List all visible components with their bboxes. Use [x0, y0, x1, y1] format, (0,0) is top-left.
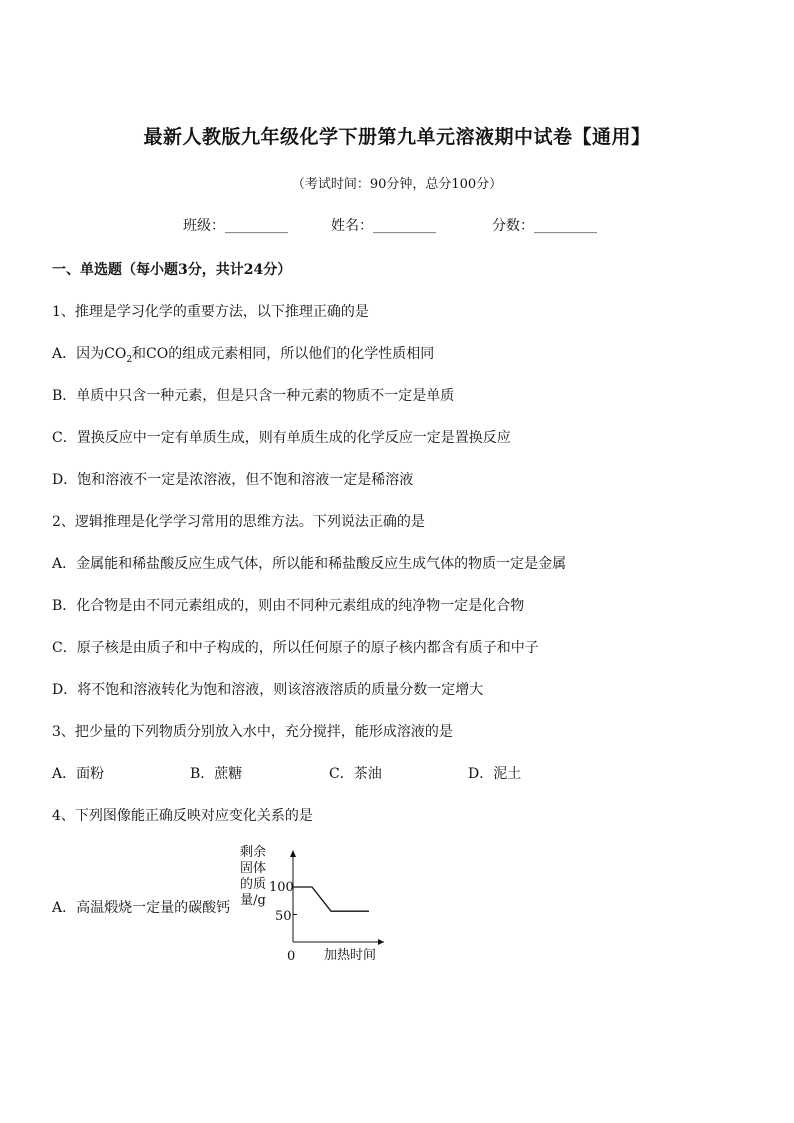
score-field[interactable]: 分数：_________	[492, 218, 597, 234]
question-4-stem: 4、下列图像能正确反映对应变化关系的是	[52, 808, 313, 824]
question-2-option-a[interactable]: A．金属能和稀盐酸反应生成气体，所以能和稀盐酸反应生成气体的物质一定是金属	[52, 556, 567, 572]
question-2-option-d[interactable]: D．将不饱和溶液转化为饱和溶液，则该溶液溶质的质量分数一定增大	[52, 682, 484, 698]
name-field[interactable]: 姓名：_________	[331, 218, 436, 234]
question-1-option-c[interactable]: C．置换反应中一定有单质生成，则有单质生成的化学反应一定是置换反应	[52, 430, 511, 446]
y-axis-arrow	[290, 850, 296, 857]
question-2-option-b[interactable]: B．化合物是由不同元素组成的，则由不同种元素组成的纯净物一定是化合物	[52, 598, 525, 614]
chart-x-axis-label: 加热时间	[324, 948, 377, 963]
question-1-stem: 1、推理是学习化学的重要方法，以下推理正确的是	[52, 304, 369, 320]
question-3-stem: 3、把少量的下列物质分别放入水中，充分搅拌，能形成溶液的是	[52, 724, 453, 740]
chart-series-line	[293, 887, 369, 911]
question-1-option-b[interactable]: B．单质中只含一种元素，但是只含一种元素的物质不一定是单质	[52, 388, 455, 404]
question-3-option-a[interactable]: A．面粉	[52, 766, 105, 782]
x-axis-arrow	[378, 939, 384, 945]
section-heading: 一、单选题（每小题3分，共计24分）	[52, 262, 292, 278]
chart-tick-50: 50	[275, 909, 292, 924]
chart-tick-100: 100	[269, 880, 294, 895]
question-1-option-d[interactable]: D．饱和溶液不一定是浓溶液，但不饱和溶液一定是稀溶液	[52, 472, 414, 488]
question-3-option-c[interactable]: C．茶油	[329, 766, 382, 782]
chart-origin-label: 0	[287, 949, 296, 964]
question-3-option-b[interactable]: B．蔗糖	[190, 766, 243, 782]
question-3-option-d[interactable]: D．泥土	[468, 766, 522, 782]
option-a-text-pre: A．因为CO	[52, 346, 127, 362]
exam-info: （考试时间：90分钟，总分100分）	[291, 177, 503, 192]
option-a-text-post: 和CO的组成元素相同，所以他们的化学性质相同	[132, 346, 435, 362]
chart-y-axis-label: 剩余固体的质量/g	[239, 845, 266, 908]
page-title: 最新人教版九年级化学下册第九单元溶液期中试卷【通用】	[143, 126, 651, 148]
question-2-stem: 2、逻辑推理是化学学习常用的思维方法。下列说法正确的是	[52, 514, 425, 530]
class-field[interactable]: 班级：_________	[183, 218, 288, 234]
question-4-option-a[interactable]: A．高温煅烧一定量的碳酸钙	[52, 900, 231, 916]
question-2-option-c[interactable]: C．原子核是由质子和中子构成的，所以任何原子的原子核内都含有质子和中子	[52, 640, 539, 656]
subscript: 2	[126, 354, 133, 365]
